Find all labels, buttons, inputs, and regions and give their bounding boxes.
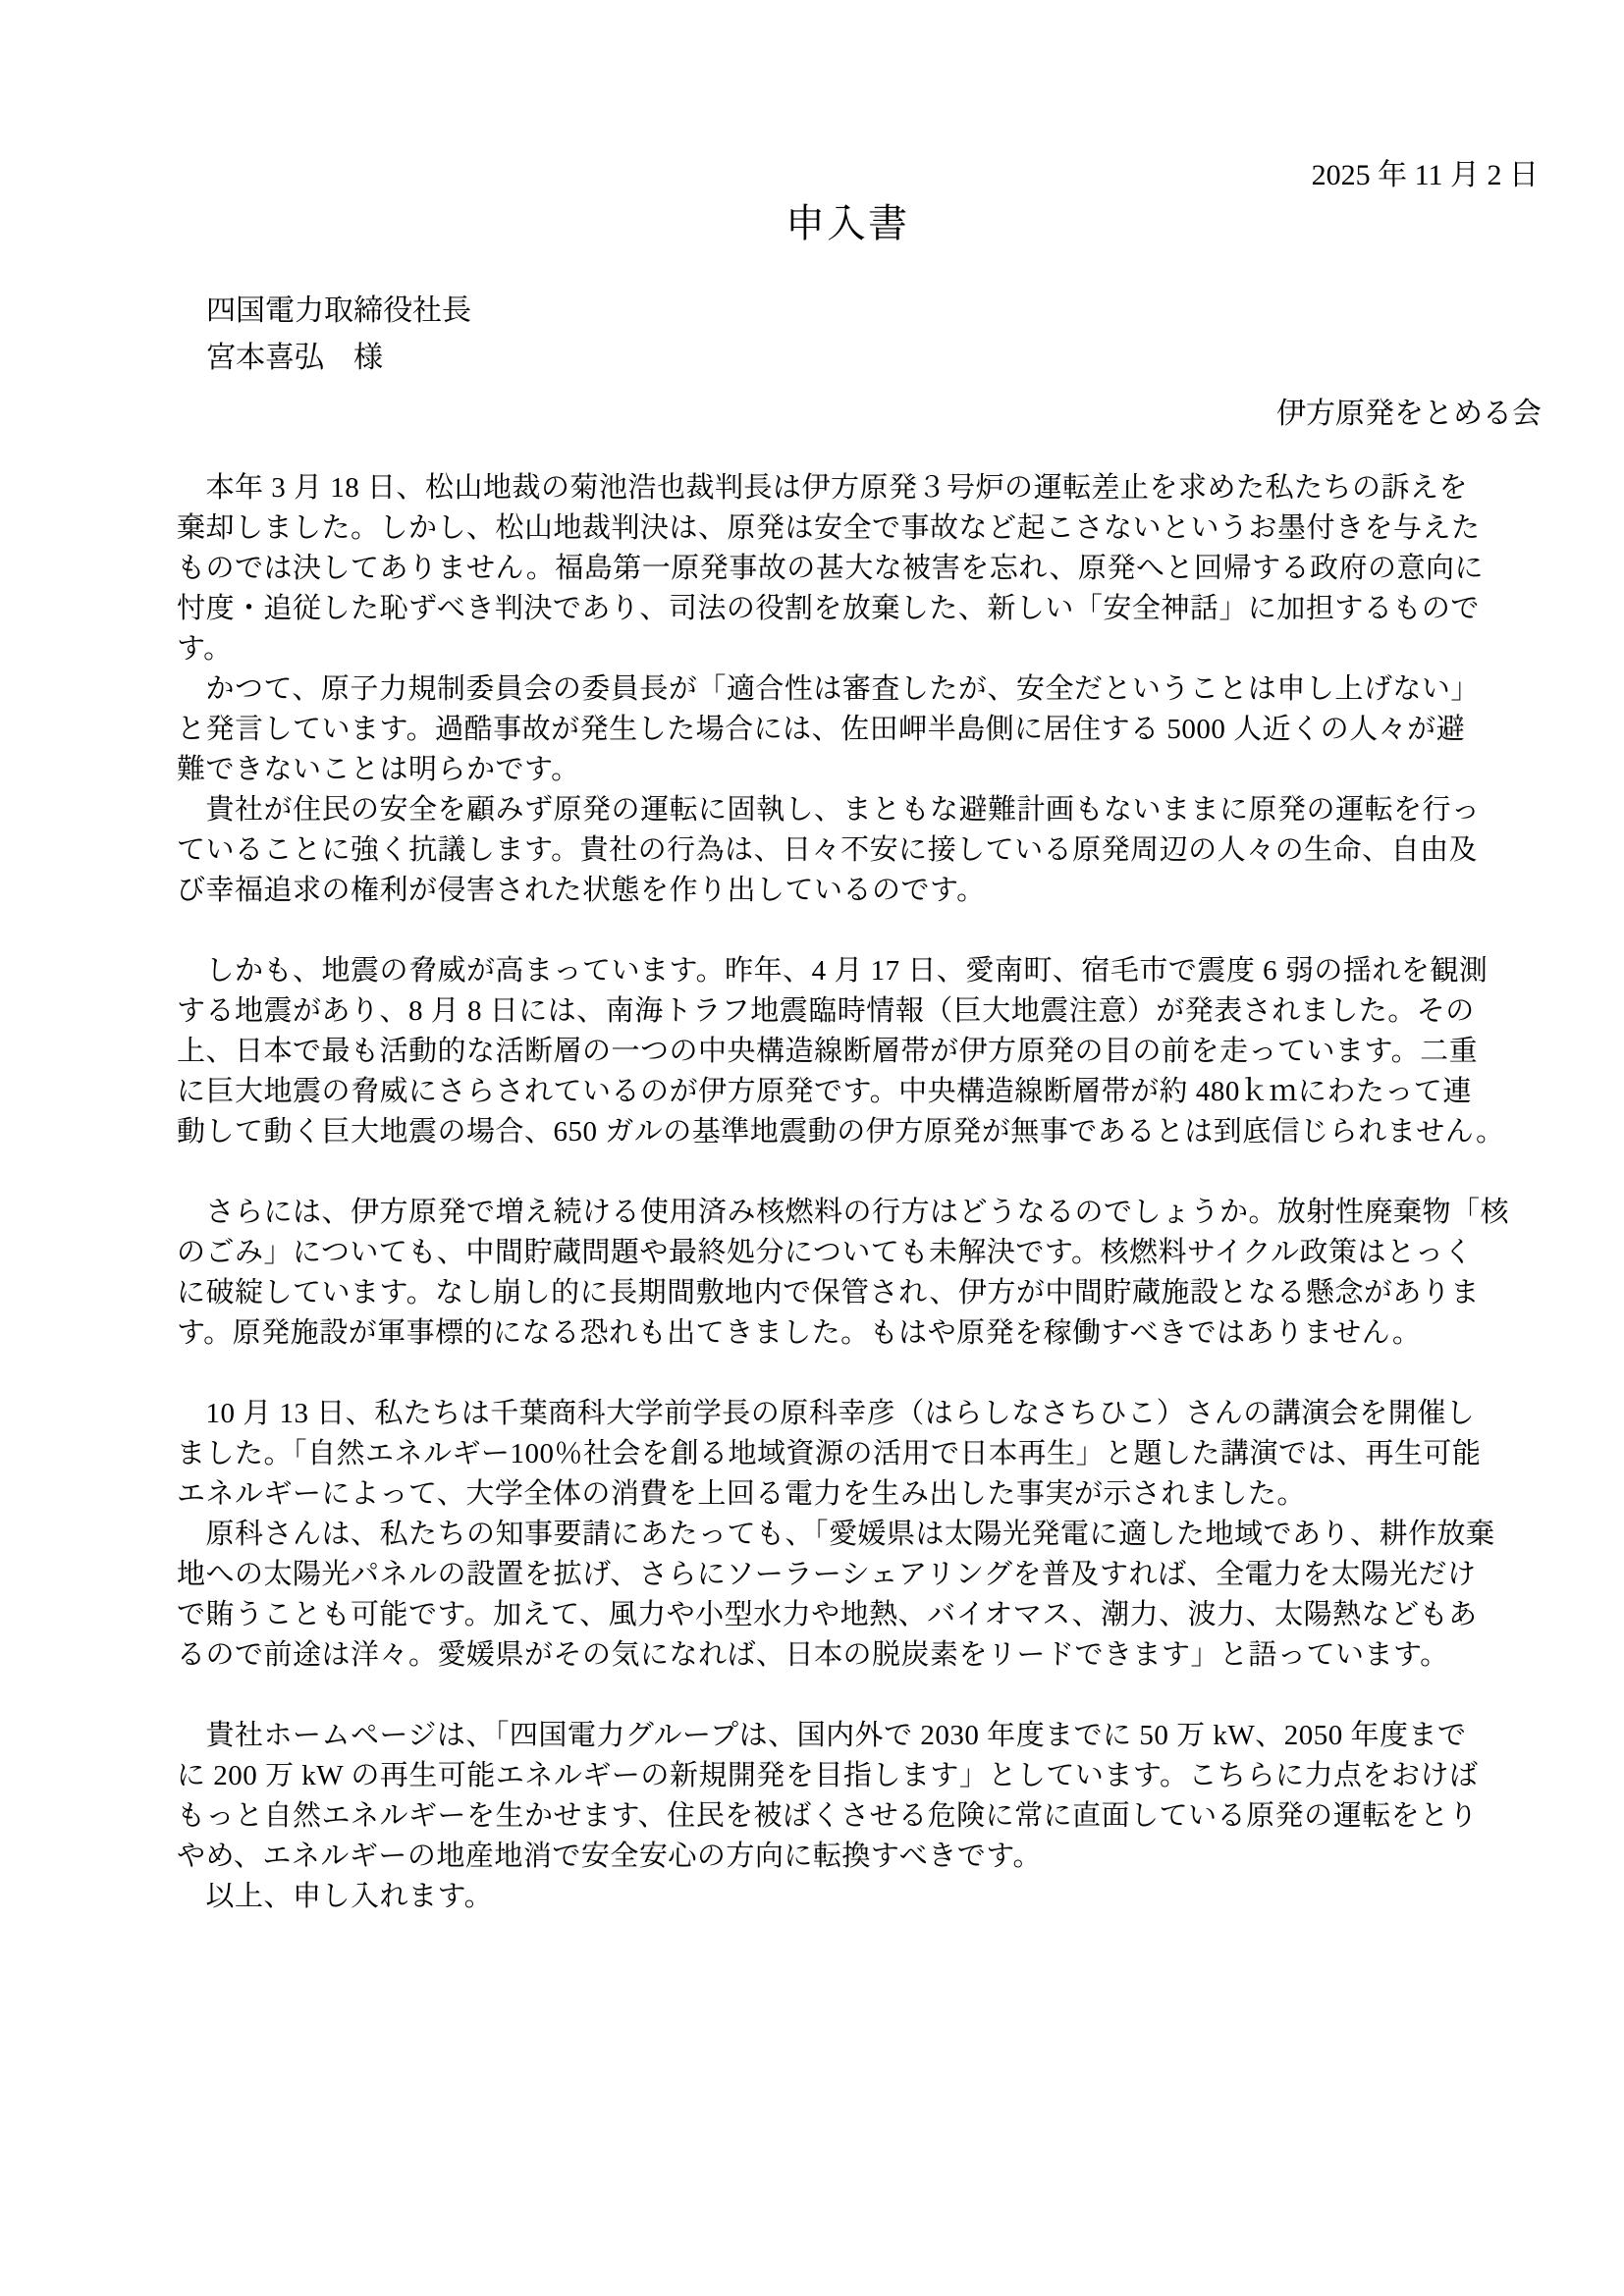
body-line: 棄却しました。しかし、松山地裁判決は、原発は安全で事故など起こさないというお墨付きを与えた xyxy=(177,512,1481,544)
body-line: もっと自然エネルギーを生かせます、住民を被ばくさせる危険に常に直面している原発の運転をとり xyxy=(177,1800,1479,1832)
paragraph-block xyxy=(177,951,1551,1152)
body-line: るので前途は洋々。愛媛県がその気になれば、日本の脱炭素をリードできます」と語っています。 xyxy=(177,1639,1449,1671)
paragraph-block xyxy=(177,468,1551,911)
body-line: に巨大地震の脅威にさらされているのが伊方原発です。中央構造線断層帯が約 480ｋｍにわたって連 xyxy=(177,1076,1472,1107)
body-line: に 200 万 kW の再生可能エネルギーの新規開発を目指します」としています。こちらに力点をおけば xyxy=(177,1760,1479,1791)
body-line: ました。「自然エネルギー100％社会を創る地域資源の活用で日本再生」と題した講演では、再生可能 xyxy=(177,1438,1482,1469)
body-line: 難できないことは明らかです。 xyxy=(177,754,580,785)
body-line: 動して動く巨大地震の場合、650 ガルの基準地震動の伊方原発が無事であるとは到底信じられません。 xyxy=(177,1116,1505,1148)
recipient-person-name: 宮本喜弘 様 xyxy=(206,342,383,374)
body-line: ものでは決してありません。福島第一原発事故の甚大な被害を忘れ、原発へと回帰する政府の意向に xyxy=(177,553,1484,584)
body-line: ていることに強く抗議します。貴社の行為は、日々不安に接している原発周辺の人々の生命、自由及 xyxy=(177,834,1479,866)
recipient-block xyxy=(206,288,471,382)
paragraph-block xyxy=(177,1193,1551,1354)
body-line: さらには、伊方原発で増え続ける使用済み核燃料の行方はどうなるのでしょうか。放射性廃棄物「核 xyxy=(177,1197,1510,1228)
document-title: 申入書 xyxy=(785,201,909,245)
body-line: す。原発施設が軍事標的になる恐れも出てきました。もはや原発を稼働すべきではありません。 xyxy=(177,1317,1422,1349)
body-line: 忖度・追従した恥ずべき判決であり、司法の役割を放棄した、新しい「安全神話」に加担するもので xyxy=(177,593,1480,624)
body-line: のごみ」についても、中間貯蔵問題や最終処分についても未解決です。核燃料サイクル政策はとっく xyxy=(177,1237,1473,1268)
body-line: 貴社ホームページは、「四国電力グループは、国内外で 2030 年度までに 50 万 kW、2050 年度まで xyxy=(177,1720,1467,1751)
sender-organization: 伊方原発をとめる会 xyxy=(1276,398,1542,430)
body-line: かつて、原子力規制委員会の委員長が「適合性は審査したが、安全だということは申し上げない」 xyxy=(177,673,1480,705)
body-line: やめ、エネルギーの地産地消で安全安心の方向に転換すべきです。 xyxy=(177,1841,1042,1872)
body-line: しかも、地震の脅威が高まっています。昨年、4 月 17 日、愛南町、宿毛市で震度 6 弱の揺れを観測 xyxy=(177,955,1489,987)
document-date: 2025 年 11 月 2 日 xyxy=(1311,159,1539,191)
body-line: 10 月 13 日、私たちは千葉商科大学前学長の原科幸彦（はらしなさちひこ）さんの講演会を開催し xyxy=(177,1398,1476,1429)
body-line: び幸福追求の権利が侵害された状態を作り出しているのです。 xyxy=(177,875,986,906)
body-line: 本年 3 月 18 日、松山地裁の菊池浩也裁判長は伊方原発３号炉の運転差止を求めた私たちの訴えを xyxy=(177,472,1469,504)
paragraph-block xyxy=(177,1716,1551,1917)
body-line: と発言しています。過酷事故が発生した場合には、佐田岬半島側に居住する 5000 人近くの人々が避 xyxy=(177,714,1466,745)
body-line: 貴社が住民の安全を顧みず原発の運転に固執し、まともな避難計画もないままに原発の運転を行っ xyxy=(177,794,1481,826)
body-line: エネルギーによって、大学全体の消費を上回る電力を生み出した事実が示されました。 xyxy=(177,1478,1306,1510)
body-line: に破綻しています。なし崩し的に長期間敷地内で保管され、伊方が中間貯蔵施設となる懸念がありま xyxy=(177,1277,1480,1308)
body-line: する地震があり、8 月 8 日には、南海トラフ地震臨時情報（巨大地震注意）が発表されました。その xyxy=(177,995,1475,1027)
body-line: 上、日本で最も活動的な活断層の一つの中央構造線断層帯が伊方原発の目の前を走っています。二重 xyxy=(177,1036,1479,1067)
document-body xyxy=(177,468,1551,1917)
body-line: で賄うことも可能です。加えて、風力や小型水力や地熱、バイオマス、潮力、波力、太陽熱などもあ xyxy=(177,1599,1478,1630)
recipient-company-title: 四国電力取締役社長 xyxy=(206,294,471,327)
body-line: 以上、申し入れます。 xyxy=(177,1881,494,1912)
body-line: す。 xyxy=(177,633,233,665)
paragraph-block xyxy=(177,1394,1551,1676)
body-line: 原科さんは、私たちの知事要請にあたっても、「愛媛県は太陽光発電に適した地域であり、耕作放棄 xyxy=(177,1519,1495,1550)
body-line: 地への太陽光パネルの設置を拡げ、さらにソーラーシェアリングを普及すれば、全電力を太陽光だけ xyxy=(177,1559,1477,1590)
